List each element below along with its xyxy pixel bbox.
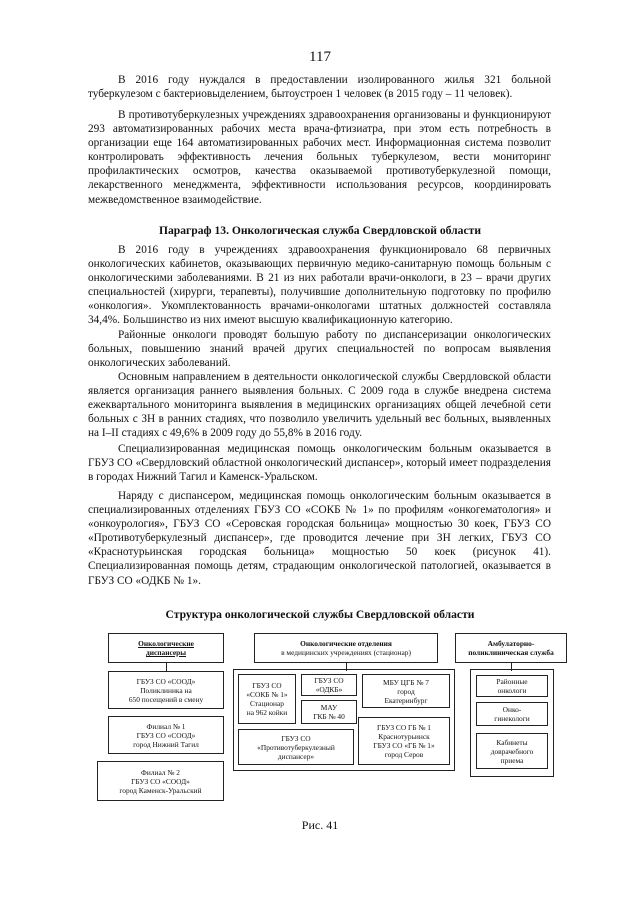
box-line: Краснотурьинск	[378, 732, 430, 741]
box-line: на 962 койки	[246, 708, 288, 717]
department-box	[238, 674, 296, 724]
box-line: Кабинеты	[496, 737, 528, 747]
header-line: диспансеры	[145, 648, 187, 657]
box-line: ГБУЗ СО ГБ № 1	[376, 723, 431, 732]
dispensary-box	[108, 671, 224, 709]
paragraph: В 2016 году в учреждениях здравоохранения функционировало 68 первичных онкологических кабинетов, оказывающих первичную медико-санитарную помощь больным с онкологическими заболеваниями. В 21 из них работали врачи-онкологи, в 23 – врачи других специальностей (хирурги, терапевты), получившие дополнительную подготовку по профилю «онкология». Укомплектованность врачами-онкологами штатных должностей составляла 34,4%. Большинство из них имеют высшую квалификационную категорию.	[88, 244, 551, 327]
box-line: Филиал № 1	[146, 721, 186, 731]
header-line: Амбулаторно-	[487, 639, 535, 648]
box-line: онкологи	[497, 686, 527, 695]
box-line: ГБУЗ СО «СООД»	[136, 730, 196, 740]
box-line: город Нижний Тагил	[133, 739, 199, 749]
header-dispensaries	[108, 633, 224, 663]
header-departments	[254, 633, 438, 663]
box-line: ГБУЗ СО «СООД»	[131, 776, 190, 786]
department-box	[362, 674, 450, 708]
box-line: Поликлиника на	[140, 685, 192, 695]
outpatient-box	[476, 702, 548, 726]
box-line: «ОДКБ»	[315, 685, 343, 694]
paragraph: В 2016 году нуждался в предоставлении изолированного жилья 321 больной туберкулезом с бактериовыделением, бытоустроен 1 человек (в 2015 году – 11 человек).	[88, 74, 551, 101]
box-line: Филиал № 2	[141, 767, 180, 777]
figure-caption: Рис. 41	[301, 818, 339, 832]
box-line: ГБУЗ СО	[314, 676, 344, 685]
paragraph: Основным направлением в деятельности онкологической службы Свердловской области является организация раннего выявления больных. С 2009 года в службе внедрена система ежеквартального мониторинга выявления в медицинских организациях общей лечебной сети больных с ЗН в ранних стадиях, что позволило увеличить удельный вес больных, выявленных на I–II стадиях с 49,6% в 2009 году до 55,8% в 2016 году.	[88, 371, 551, 440]
box-line: «Противотуберкулезный	[257, 742, 335, 752]
paragraph: Наряду с диспансером, медицинская помощь онкологическим больным оказывается в специализированных отделениях ГБУЗ СО «СОКБ № 1» по профилям «онкогематология» и «онкоурология», ГБУЗ СО «Серовская городская больница» мощностью 30 коек, ГБУЗ СО «Противотуберкулезный диспансер», где проводится лечение при ЗН легких, ГБУЗ СО «Краснотурьинская городская больница» мощностью 50 коек (рисунок 41). Специализированная помощь детям, страдающим онкологической патологией, оказывается в ГБУЗ СО «ОДКБ № 1».	[88, 490, 551, 587]
department-box	[301, 700, 357, 724]
box-line: 650 посещений в смену	[128, 694, 204, 704]
box-line: приема	[500, 755, 524, 765]
header-line: в медицинских учреждениях (стационар)	[281, 648, 411, 657]
box-line: Онко-	[502, 705, 522, 714]
section-heading: Параграф 13. Онкологическая служба Свердловской области	[158, 224, 481, 237]
header-line: Онкологические отделения	[300, 639, 392, 648]
paragraph: Районные онкологи проводят большую работу по диспансеризации онкологических больных, повышению знаний врачей других специальностей по вопросам выявления онкологических заболеваний.	[88, 329, 551, 370]
header-outpatient	[455, 633, 567, 663]
diagram-title: Структура онкологической службы Свердловской области	[165, 608, 475, 621]
box-line: город Каменск-Уральский	[119, 785, 202, 795]
box-line: гинекологи	[494, 714, 530, 723]
box-line: МБУ ЦГБ № 7	[383, 677, 429, 687]
paragraph: В противотуберкулезных учреждениях здравоохранения организованы и функционируют 293 автоматизированных рабочих места врача-фтизиатра, при этом есть потребность в организации еще 164 автоматизированных рабочих мест. Информационная система позволит контролировать эффективность лечения больных туберкулезом, вести мониторинг профилактических осмотров, качества оказываемой противотуберкулезной помощи, лекарственного менеджмента, эффективности использования ресурсов, координировать межведомственное взаимодействие.	[88, 109, 551, 206]
paragraph: Специализированная медицинская помощь онкологическим больным оказывается в ГБУЗ СО «Свердловский областной онкологический диспансер», который имеет подразделения в городах Нижний Тагил и Каменск-Уральском.	[88, 443, 551, 484]
box-line: доврачебного	[490, 746, 534, 756]
header-line: поликлиническая служба	[468, 648, 554, 657]
box-line: Екатеринбург	[384, 695, 428, 705]
department-box	[358, 717, 450, 765]
box-line: ГБУЗ СО «ГБ № 1»	[373, 741, 435, 750]
connector-line	[166, 663, 167, 671]
box-line: город	[397, 686, 415, 696]
box-line: Районные	[496, 677, 528, 686]
outpatient-box	[476, 675, 548, 697]
box-line: МАУ	[320, 703, 338, 712]
box-line: ГБУЗ СО	[281, 733, 311, 743]
dispensary-box	[97, 761, 224, 801]
box-line: ГКБ № 40	[313, 712, 345, 721]
box-line: «СОКБ № 1»	[246, 690, 288, 699]
box-line: Стационар	[250, 699, 284, 708]
box-line: город Серов	[384, 750, 424, 759]
outpatient-box	[476, 733, 548, 769]
department-box	[238, 729, 354, 765]
dispensary-box	[108, 716, 224, 754]
header-line: Онкологические	[138, 639, 194, 648]
department-box	[301, 674, 357, 696]
page-number: 117	[309, 49, 331, 65]
box-line: диспансер»	[277, 751, 315, 761]
box-line: ГБУЗ СО	[252, 681, 282, 690]
box-line: ГБУЗ СО «СООД»	[136, 676, 196, 686]
